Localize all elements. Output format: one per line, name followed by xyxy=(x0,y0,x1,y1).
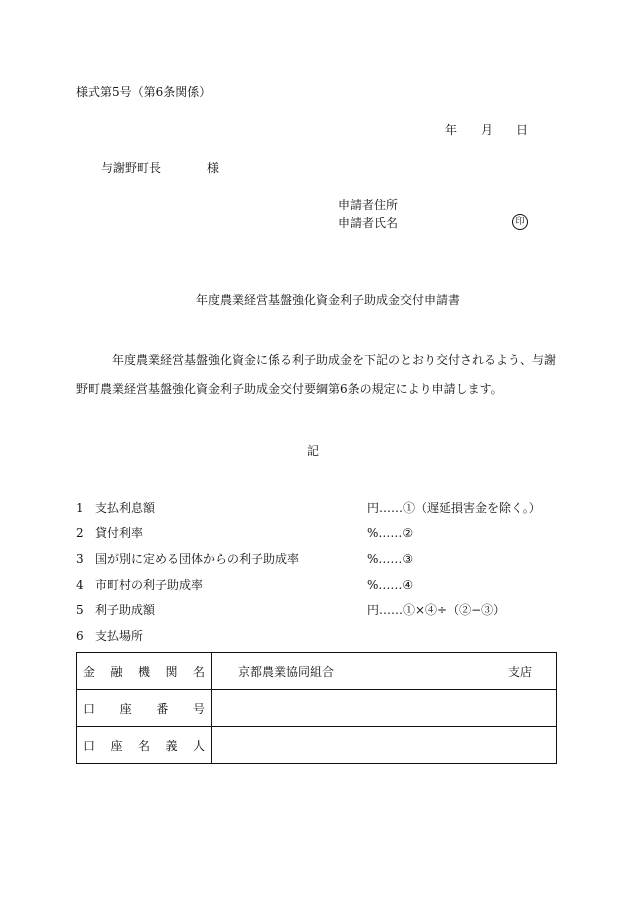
date-year-label: 年 xyxy=(445,123,458,137)
bank-name-value: 京都農業協同組合 xyxy=(238,664,335,679)
account-number-label xyxy=(77,690,212,727)
table-row xyxy=(77,690,557,727)
item-label: 貸付利率 xyxy=(95,526,144,540)
item-label: 支払場所 xyxy=(95,629,144,643)
label-char: 口 xyxy=(83,738,96,753)
label-char: 義 xyxy=(165,738,178,753)
addressee-name: 与謝野町長 xyxy=(101,161,162,175)
item-value: 円……①（遅延損害金を除く。） xyxy=(367,501,541,515)
addressee-suffix: 様 xyxy=(207,161,220,175)
item-number: 6 xyxy=(76,629,84,643)
label-char: 口 xyxy=(83,701,96,716)
label-char: 座 xyxy=(110,738,123,753)
label-char: 座 xyxy=(119,701,132,716)
account-holder-label xyxy=(77,727,212,764)
label-char: 関 xyxy=(165,664,178,679)
item-label: 支払利息額 xyxy=(95,501,156,515)
item-number: 2 xyxy=(76,526,84,540)
date-day-label: 日 xyxy=(516,123,529,137)
seal-mark: 印 xyxy=(512,214,528,230)
item-value: 円……①×④÷（②−③） xyxy=(367,603,506,617)
ki-heading: 記 xyxy=(307,444,320,458)
label-char: 人 xyxy=(192,738,205,753)
bank-name-field[interactable] xyxy=(212,653,557,690)
item-label: 市町村の利子助成率 xyxy=(95,578,204,592)
item-label: 利子助成額 xyxy=(95,603,156,617)
applicant-name-label: 申請者氏名 xyxy=(338,216,399,230)
item-label: 国が別に定める団体からの利子助成率 xyxy=(95,552,300,566)
payment-account-table xyxy=(76,652,557,764)
bank-name-label xyxy=(77,653,212,690)
branch-suffix: 支店 xyxy=(507,664,532,679)
item-number: 1 xyxy=(76,501,84,515)
date-month-label: 月 xyxy=(481,123,494,137)
item-number: 3 xyxy=(76,552,84,566)
account-number-field[interactable] xyxy=(212,690,557,727)
item-value: %……④ xyxy=(367,578,414,592)
document-title: 年度農業経営基盤強化資金利子助成金交付申請書 xyxy=(196,293,461,307)
item-value: %……③ xyxy=(367,552,414,566)
item-number: 4 xyxy=(76,578,84,592)
table-row xyxy=(77,653,557,690)
body-line-1: 年度農業経営基盤強化資金に係る利子助成金を下記のとおり交付されるよう、与謝 xyxy=(112,353,557,367)
label-char: 名 xyxy=(137,738,150,753)
applicant-address-label: 申請者住所 xyxy=(338,198,399,212)
body-line-2: 野町農業経営基盤強化資金利子助成金交付要綱第6条の規定により申請します。 xyxy=(76,382,503,396)
account-holder-field[interactable] xyxy=(212,727,557,764)
label-char: 名 xyxy=(192,664,205,679)
item-number: 5 xyxy=(76,603,84,617)
form-number: 様式第5号（第6条関係） xyxy=(76,85,212,99)
table-row xyxy=(77,727,557,764)
item-value: %……② xyxy=(367,526,414,540)
label-char: 号 xyxy=(192,701,205,716)
label-char: 番 xyxy=(156,701,169,716)
label-char: 機 xyxy=(137,664,150,679)
label-char: 融 xyxy=(110,664,123,679)
label-char: 金 xyxy=(83,664,96,679)
